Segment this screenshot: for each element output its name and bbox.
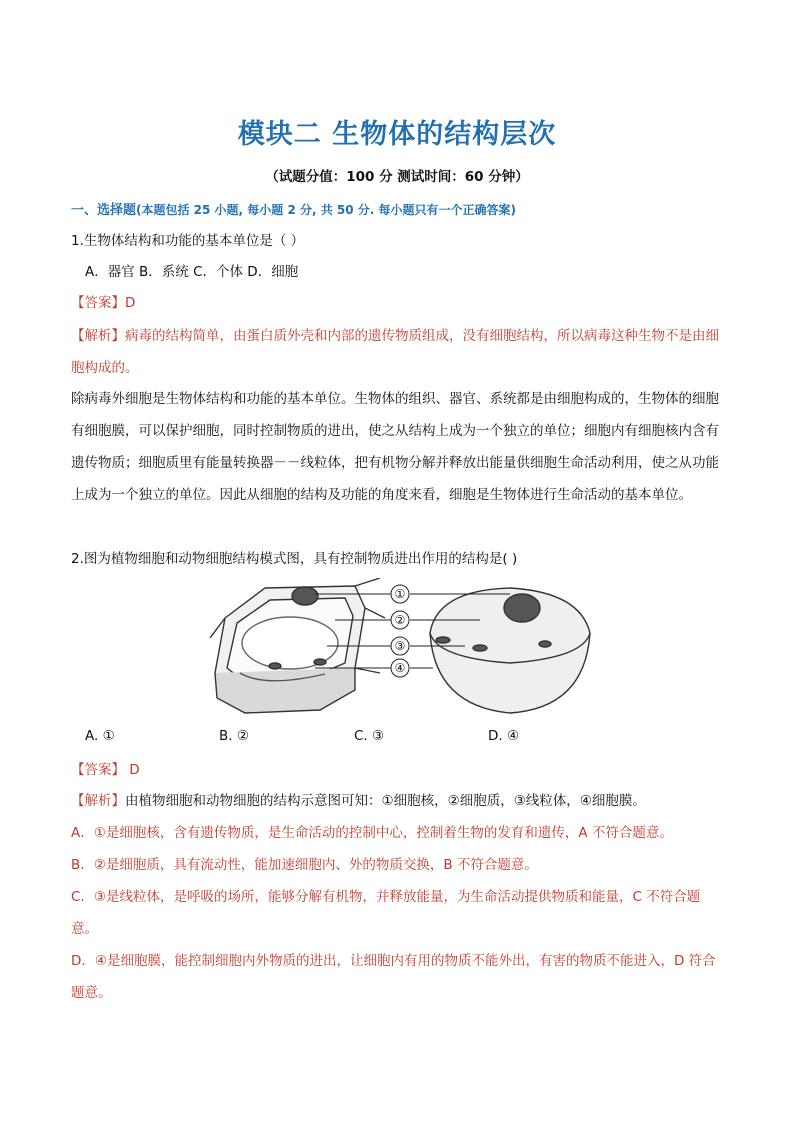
q1-answer-value: D	[125, 295, 136, 311]
q1-answer	[71, 293, 135, 313]
figure-label-1: ①	[394, 587, 406, 601]
q2-option-c: C. ③	[354, 728, 385, 744]
q1-analysis-2: 除病毒外细胞是生物体结构和功能的基本单位。生物体的组织、器官、系统都是由细胞构成的，生物体的细胞有细胞膜，可以保护细胞，同时控制物质的进出，使之从结构上成为一个独立的单位；细胞内有细胞核内含有遗传物质；细胞质里有能量转换器－－线粒体，把有机物分解并释放出能量供细胞生命活动利用，使之从功能上成为一个独立的单位。因此从细胞的结构及功能的角度来看，细胞是生物体进行生命活动的基本单位。	[71, 391, 719, 503]
q1-stem: 1.生物体结构和功能的基本单位是（ ）	[71, 233, 305, 249]
q2-explain-a: A．①是细胞核，含有遗传物质，是生命活动的控制中心，控制着生物的发育和遗传，A 不符合题意。	[71, 825, 673, 841]
q2-option-a: A. ①	[85, 728, 115, 744]
page-subtitle: （试题分值：100 分 测试时间：60 分钟）	[265, 169, 529, 185]
section-heading	[71, 199, 516, 218]
figure-label-3: ③	[394, 639, 406, 653]
q2-answer-value: D	[125, 762, 140, 778]
q1-analysis-1	[71, 320, 723, 384]
cell-diagram	[205, 578, 600, 718]
q2-analysis-tag: 【解析】	[71, 793, 125, 809]
q2-answer	[71, 760, 140, 780]
section-note: (本题包括 25 小题, 每小题 2 分, 共 50 分. 每小题只有一个正确答案)	[136, 203, 517, 217]
q1-analysis-text-1: 病毒的结构简单，由蛋白质外壳和内部的遗传物质组成，没有细胞结构，所以病毒这种生物不是由细胞构成的。	[71, 328, 719, 376]
q2-answer-tag: 【答案】	[71, 762, 125, 778]
q2-explain-c: C．③是线粒体，是呼吸的场所，能够分解有机物，并释放能量，为生命活动提供物质和能量，C 不符合题意。	[71, 889, 701, 937]
q2-option-b: B. ②	[219, 728, 249, 744]
page-title: 模块二 生物体的结构层次	[237, 119, 557, 150]
q2-explain-d: D．④是细胞膜，能控制细胞内外物质的进出，让细胞内有用的物质不能外出，有害的物质不能进入，D 符合题意。	[71, 953, 716, 1001]
q1-answer-tag: 【答案】	[71, 295, 125, 311]
figure-label-4: ④	[394, 661, 406, 675]
q2-analysis-intro: 由植物细胞和动物细胞的结构示意图可知：①细胞核，②细胞质，③线粒体，④细胞膜。	[125, 793, 646, 809]
q2-explain-b: B．②是细胞质，具有流动性，能加速细胞内、外的物质交换，B 不符合题意。	[71, 857, 538, 873]
q2-stem: 2.图为植物细胞和动物细胞结构模式图，具有控制物质进出作用的结构是( )	[71, 551, 518, 567]
figure-label-2: ②	[394, 613, 406, 627]
section-title: 一、选择题	[71, 203, 137, 218]
q1-analysis-tag: 【解析】	[71, 328, 125, 344]
q2-option-d: D. ④	[488, 728, 520, 744]
q2-analysis	[71, 791, 646, 811]
animal-cell	[430, 588, 590, 713]
q1-options: A．器官 B．系统 C．个体 D．细胞	[85, 264, 299, 280]
